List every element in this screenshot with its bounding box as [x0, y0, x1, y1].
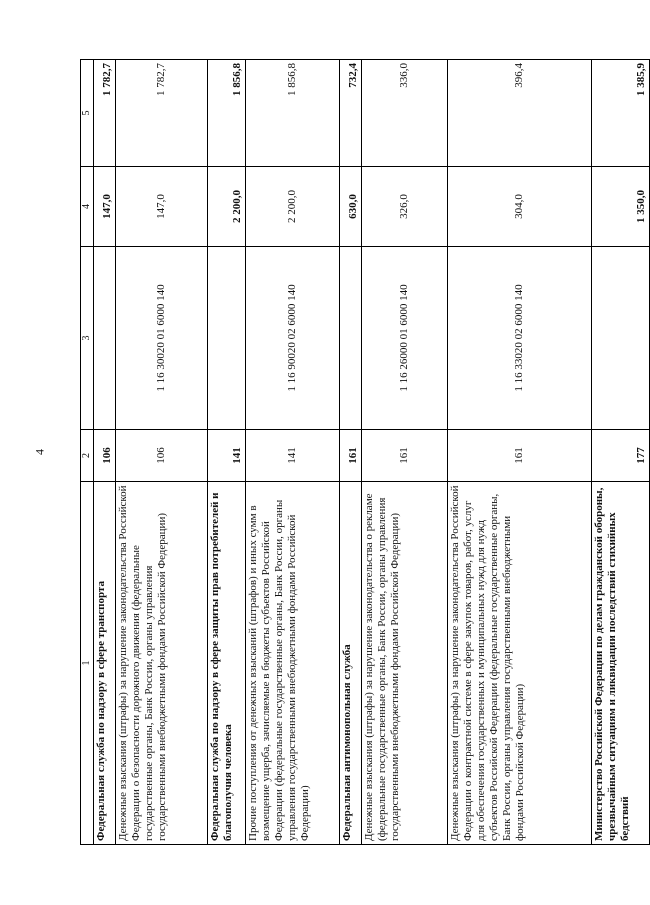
row-code-cell: 106 [94, 430, 116, 482]
row-value-2-cell: 396,4 [448, 60, 592, 167]
row-value-1-cell: 2 200,0 [246, 167, 340, 247]
row-value-1-cell: 304,0 [448, 167, 592, 247]
row-code-cell: 161 [448, 430, 592, 482]
row-value-2-cell: 336,0 [362, 60, 448, 167]
table-row [592, 60, 650, 845]
revenue-table-body [81, 60, 650, 845]
row-name-cell: Денежные взыскания (штрафы) за нарушение законодательства Российской Федерации о безопасности дорожного движения (федеральные государственные органы, Банк России, органы управления государственными внебюджетными фондами Российской Федерации) [116, 482, 208, 845]
rotated-page-content [80, 60, 648, 845]
row-value-1-cell: 1 350,0 [592, 167, 650, 247]
row-code-cell: 141 [246, 430, 340, 482]
row-name-cell: Федеральная служба по надзору в сфере защиты прав потребителей и благополучия человека [208, 482, 246, 845]
row-name-cell: Федеральная антимонопольная служба [340, 482, 362, 845]
row-kbk-cell [94, 247, 116, 430]
row-kbk-cell [340, 247, 362, 430]
table-row [448, 60, 592, 845]
row-code-cell: 106 [116, 430, 208, 482]
row-kbk-cell: 1 16 26000 01 6000 140 [362, 247, 448, 430]
table-header-row [81, 60, 94, 845]
table-row [94, 60, 116, 845]
page-number: 4 [32, 449, 47, 455]
row-kbk-cell: 1 16 90020 02 6000 140 [246, 247, 340, 430]
row-kbk-cell: 1 16 33020 02 6000 140 [448, 247, 592, 430]
row-name-cell: Федеральная служба по надзору в сфере транспорта [94, 482, 116, 845]
row-value-2-cell: 1 385,9 [592, 60, 650, 167]
header-col-5: 5 [81, 60, 94, 167]
row-kbk-cell [592, 247, 650, 430]
row-value-1-cell: 147,0 [116, 167, 208, 247]
row-value-1-cell: 630,0 [340, 167, 362, 247]
row-value-2-cell: 732,4 [340, 60, 362, 167]
row-value-1-cell: 147,0 [94, 167, 116, 247]
row-name-cell: Денежные взыскания (штрафы) за нарушение законодательства о рекламе (федеральные государственные органы, Банк России, органы управления государственными внебюджетными фондами Российской Федерации) [362, 482, 448, 845]
row-value-2-cell: 1 856,8 [246, 60, 340, 167]
row-value-2-cell: 1 856,8 [208, 60, 246, 167]
row-value-1-cell: 2 200,0 [208, 167, 246, 247]
row-name-cell: Денежные взыскания (штрафы) за нарушение законодательства Российской Федерации о контрактной системе в сфере закупок товаров, работ, услуг для обеспечения государственных и муниципальных нужд для нужд субъектов Российской Федерации (федеральные государственные органы, Банк России, органы управления государственными внебюджетными фондами Российской Федерации) [448, 482, 592, 845]
row-code-cell: 161 [340, 430, 362, 482]
row-name-cell: Прочие поступления от денежных взысканий (штрафов) и иных сумм в возмещение ущерба, зачисляемые в бюджеты субъектов Российской Федерации (федеральные государственные органы, Банк России, органы управления государственными внебюджетными фондами Российской Федерации) [246, 482, 340, 845]
table-row [340, 60, 362, 845]
table-row [362, 60, 448, 845]
revenue-table [80, 59, 650, 845]
row-name-cell: Министерство Российской Федерации по делам гражданской обороны, чрезвычайным ситуациям и ликвидации последствий стихийных бедствий [592, 482, 650, 845]
row-code-cell: 177 [592, 430, 650, 482]
header-col-3: 3 [81, 247, 94, 430]
header-col-1: 1 [81, 482, 94, 845]
row-value-2-cell: 1 782,7 [116, 60, 208, 167]
row-kbk-cell [208, 247, 246, 430]
table-row [246, 60, 340, 845]
row-code-cell: 141 [208, 430, 246, 482]
header-col-2: 2 [81, 430, 94, 482]
row-value-1-cell: 326,0 [362, 167, 448, 247]
table-row [116, 60, 208, 845]
header-col-4: 4 [81, 167, 94, 247]
row-code-cell: 161 [362, 430, 448, 482]
table-row [208, 60, 246, 845]
row-kbk-cell: 1 16 30020 01 6000 140 [116, 247, 208, 430]
row-value-2-cell: 1 782,7 [94, 60, 116, 167]
